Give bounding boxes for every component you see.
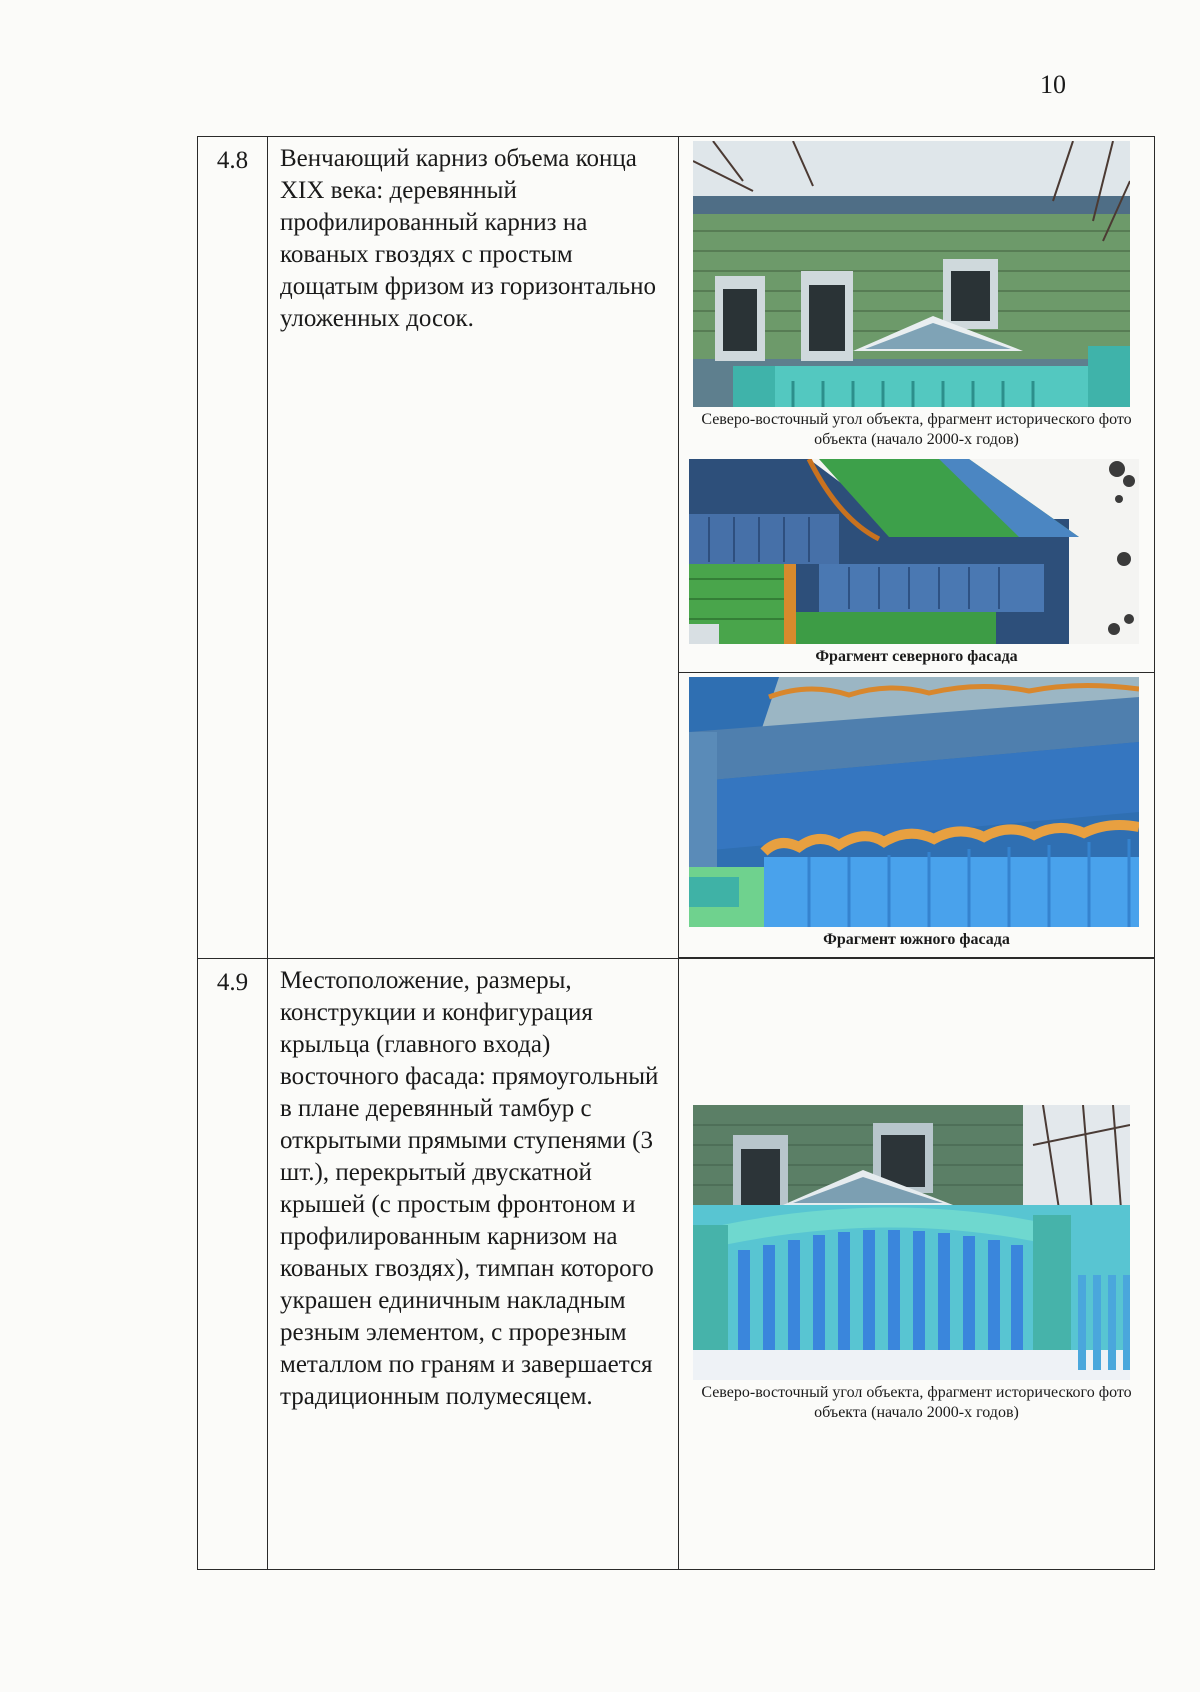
photo-cell xyxy=(679,137,1155,673)
row-number: 4.9 xyxy=(198,959,268,1570)
photo-caption: Северо-восточный угол объекта, фрагмент исторического фото объекта (начало 2000-х годов) xyxy=(701,411,1132,448)
photo-caption: Северо-восточный угол объекта, фрагмент исторического фото объекта (начало 2000-х годов) xyxy=(701,1384,1132,1421)
row-number: 4.8 xyxy=(198,137,268,959)
entrance-photo-northeast xyxy=(693,1105,1130,1380)
table-row xyxy=(198,137,1155,673)
north-facade-photo xyxy=(689,459,1139,644)
page-number: 10 xyxy=(1040,70,1066,99)
facade-photo-northeast xyxy=(693,141,1130,407)
heritage-elements-table xyxy=(197,136,1155,1570)
table-row xyxy=(198,959,1155,1570)
photo-caption: Фрагмент южного фасада xyxy=(823,931,1010,948)
photo-caption: Фрагмент северного фасада xyxy=(815,648,1018,665)
row-description: Венчающий карниз объема конца XIX века: деревянный профилированный карниз на кованых гвоздях с простым дощатым фризом из горизонтально уложенных досок. xyxy=(268,137,679,959)
photo-cell xyxy=(679,673,1155,958)
south-facade-photo xyxy=(689,677,1139,927)
photo-cell xyxy=(679,959,1155,1570)
row-description: Местоположение, размеры, конструкции и конфигурация крыльца (главного входа) восточного фасада: прямоугольный в плане деревянный тамбур с открытыми прямыми ступенями (3 шт.), перекрытый двускатной крышей (с простым фронтоном и профилированным карнизом на кованых гвоздях), тимпан которого украшен единичным накладным резным элементом, с прорезным металлом по граням и завершается традиционным полумесяцем. xyxy=(268,959,679,1570)
